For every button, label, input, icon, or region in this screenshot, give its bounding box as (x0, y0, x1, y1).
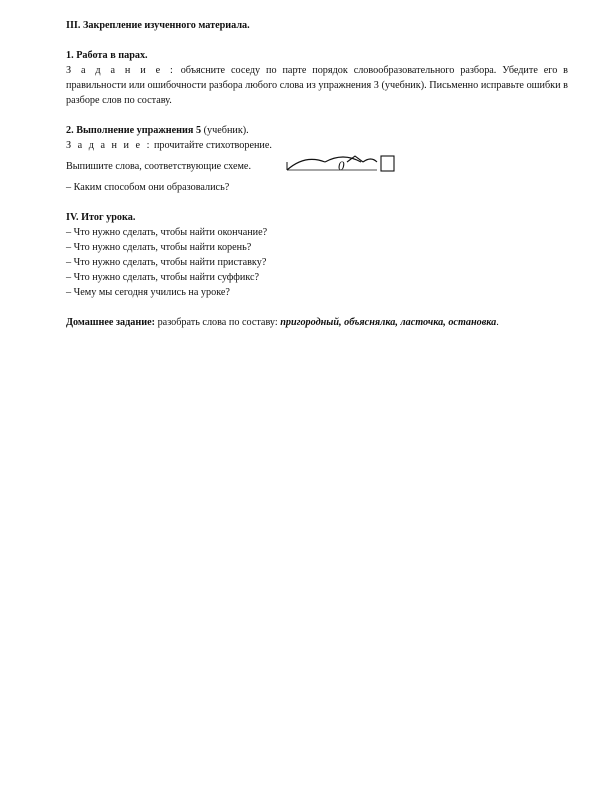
scheme-row (66, 153, 568, 180)
task-2-line-2: – Каким способом они образовались? (66, 182, 230, 193)
task-2-title-suffix: (учебник). (201, 125, 249, 136)
word-structure-scheme (285, 150, 397, 180)
homework-text: разобрать слова по составу: (155, 317, 281, 328)
spacer (66, 300, 568, 315)
homework-end: . (496, 317, 499, 328)
task-1-paragraph (66, 63, 568, 108)
question-2: – Что нужно сделать, чтобы найти корень? (66, 242, 252, 253)
spacer (66, 108, 568, 123)
question-5: – Чему мы сегодня учились на уроке? (66, 287, 230, 298)
task-1-label: З а д а н и е : (66, 65, 175, 76)
task-2-line-1: Выпишите слова, соответствующие схеме. (66, 161, 251, 172)
homework-words: пригородный, объяснялка, ласточка, остановка (280, 317, 497, 328)
suffix-caret-icon (338, 156, 377, 173)
section-4-title: IV. Итог урока. (66, 212, 136, 223)
homework-paragraph (66, 315, 568, 330)
question-4: – Что нужно сделать, чтобы найти суффикс? (66, 272, 260, 283)
section-3-title: III. Закрепление изученного материала. (66, 20, 250, 31)
task-2-label: З а д а н и е : (66, 140, 152, 151)
task-2-title-line (66, 123, 568, 138)
task-1-text: объясните соседу по парте порядок словообразовательного разбора. Убедите его в правильности или ошибочности разбора любого слова из упражнения 3 (учебник). Письменно исправьте ошибки в разборе слов по составу. (66, 65, 568, 106)
question-3: – Что нужно сделать, чтобы найти приставку? (66, 257, 267, 268)
task-2-title: 2. Выполнение упражнения 5 (66, 125, 202, 136)
homework-label: Домашнее задание: (66, 317, 156, 328)
document-page (66, 18, 568, 330)
ending-box-icon (381, 156, 394, 171)
question-1: – Что нужно сделать, чтобы найти окончание? (66, 227, 268, 238)
spacer (66, 33, 568, 48)
task-2-text: прочитайте стихотворение. (151, 140, 272, 151)
spacer (66, 195, 568, 210)
task-1-title: 1. Работа в парах. (66, 50, 148, 61)
svg-text:0: 0 (338, 158, 345, 173)
prefix-arc-icon (287, 159, 325, 170)
